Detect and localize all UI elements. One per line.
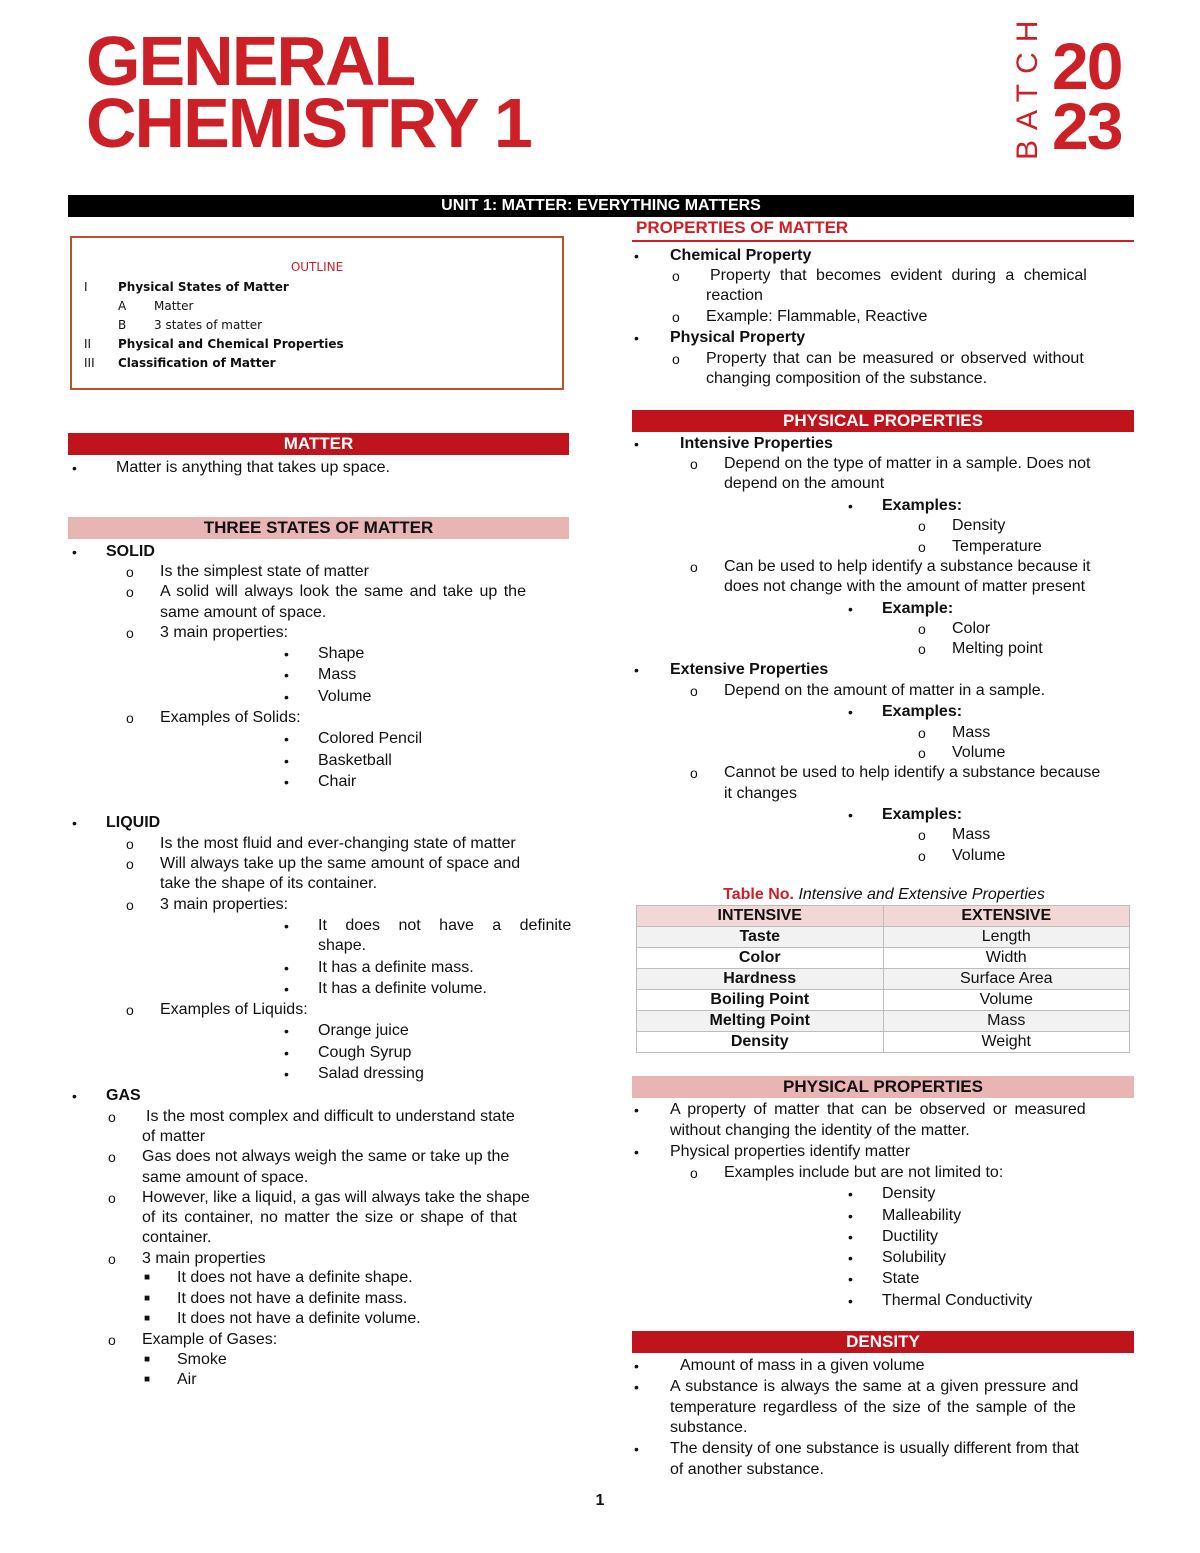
circle-bullet-icon: o (108, 1149, 116, 1165)
bullet-icon: • (72, 1088, 77, 1104)
gas-example: Smoke (177, 1351, 227, 1368)
circle-bullet-icon: o (126, 564, 134, 580)
chemical-property-point: Example: Flammable, Reactive (706, 308, 928, 325)
bullet-icon: • (848, 601, 853, 617)
solid-example: Chair (318, 773, 357, 790)
circle-bullet-icon: o (690, 456, 698, 472)
bullet-icon: • (284, 1023, 289, 1039)
table-cell: Mass (883, 1011, 1130, 1032)
liquid-property: It does not have a definite (318, 917, 572, 934)
intensive-point: Can be used to help identify a substance because it (724, 558, 1091, 575)
physical-property-example: Ductility (882, 1228, 939, 1245)
bullet-icon: • (72, 460, 77, 476)
solid-property: Volume (318, 688, 372, 705)
liquid-point: 3 main properties: (160, 896, 289, 913)
outline-num: II (84, 337, 92, 351)
example-label: Example: (882, 600, 954, 617)
bullet-icon: • (284, 731, 289, 747)
liquid-example: Orange juice (318, 1022, 409, 1039)
table-cell: Surface Area (883, 969, 1130, 990)
bullet-icon: • (848, 1293, 853, 1309)
outline-text: 3 states of matter (154, 318, 263, 332)
intensive-example: Temperature (952, 538, 1042, 555)
square-bullet-icon: ■ (144, 1272, 151, 1283)
circle-bullet-icon: o (690, 1165, 698, 1181)
chemical-property-cont: reaction (706, 287, 763, 304)
gas-point-cont: of its container, no matter the size or shape of that (142, 1209, 517, 1226)
gas-point: However, like a liquid, a gas will always take the shape (142, 1189, 530, 1206)
circle-bullet-icon: o (672, 309, 680, 325)
density-section-bar: DENSITY (632, 1331, 1134, 1353)
circle-bullet-icon: o (690, 683, 698, 699)
square-bullet-icon: ■ (144, 1354, 151, 1365)
circle-bullet-icon: o (108, 1190, 116, 1206)
examples-label: Examples: (882, 806, 963, 823)
circle-bullet-icon: o (918, 745, 926, 761)
extensive-label: Extensive Properties (670, 661, 829, 678)
table-header-row (637, 906, 1130, 927)
bullet-icon: • (848, 1250, 853, 1266)
circle-bullet-icon: o (108, 1251, 116, 1267)
circle-bullet-icon: o (918, 827, 926, 843)
table-cell: Color (637, 948, 884, 969)
unit-title-bar: UNIT 1: MATTER: EVERYTHING MATTERS (68, 195, 1134, 217)
circle-bullet-icon: o (918, 539, 926, 555)
table-row (637, 948, 1130, 969)
gas-point: Is the most complex and difficult to understand state (146, 1108, 515, 1125)
physical-property-example: Solubility (882, 1249, 947, 1266)
square-bullet-icon: ■ (144, 1313, 151, 1324)
gas-property: It does not have a definite volume. (177, 1310, 421, 1327)
solid-point: A solid will always look the same and take up the (160, 583, 526, 600)
bullet-icon: • (634, 1441, 639, 1457)
year-top: 20 (1052, 29, 1122, 103)
gas-property: It does not have a definite mass. (177, 1290, 408, 1307)
circle-bullet-icon: o (126, 836, 134, 852)
bullet-icon: • (284, 960, 289, 976)
solid-property: Shape (318, 645, 365, 662)
extensive-point: Depend on the amount of matter in a sample. (724, 682, 1046, 699)
solid-point: Is the simplest state of matter (160, 563, 369, 580)
gas-point: Example of Gases: (142, 1331, 278, 1348)
circle-bullet-icon: o (672, 351, 680, 367)
heading-underline (632, 240, 1134, 242)
bullet-icon: • (634, 1144, 639, 1160)
title-line-1: GENERAL (86, 22, 415, 100)
liquid-property-cont: shape. (318, 937, 367, 954)
matter-definition: Matter is anything that takes up space. (116, 459, 390, 476)
extensive-point-cont: it changes (724, 785, 797, 802)
solid-point-cont: same amount of space. (160, 604, 327, 621)
circle-bullet-icon: o (690, 559, 698, 575)
bullet-icon: • (284, 1045, 289, 1061)
bullet-icon: • (848, 807, 853, 823)
circle-bullet-icon: o (918, 621, 926, 637)
gas-point: Gas does not always weigh the same or take up the (142, 1148, 510, 1165)
table-cell: Hardness (637, 969, 884, 990)
liquid-point: Will always take up the same amount of space and (160, 855, 521, 872)
extensive-point: Cannot be used to help identify a substance because (724, 764, 1101, 781)
table-caption-title: Intensive and Extensive Properties (798, 886, 1045, 903)
solid-example: Basketball (318, 752, 392, 769)
document-title (86, 22, 556, 162)
physical-properties-bar: PHYSICAL PROPERTIES (632, 410, 1134, 432)
bullet-icon: • (284, 667, 289, 683)
liquid-point: Examples of Liquids: (160, 1001, 308, 1018)
batch-word: BATCH (1011, 10, 1044, 160)
solid-property: Mass (318, 666, 357, 683)
bullet-icon: • (848, 1186, 853, 1202)
circle-bullet-icon: o (918, 641, 926, 657)
bullet-icon: • (634, 330, 639, 346)
bullet-icon: • (634, 1379, 639, 1395)
outline-num: B (118, 318, 127, 332)
bullet-icon: • (848, 1229, 853, 1245)
gas-point-cont: of matter (142, 1128, 206, 1145)
physical-property-label: Physical Property (670, 329, 806, 346)
intensive-point-cont: depend on the amount (724, 475, 885, 492)
bullet-icon: • (284, 981, 289, 997)
gas-label: GAS (106, 1087, 141, 1104)
circle-bullet-icon: o (126, 897, 134, 913)
table-header-cell: INTENSIVE (637, 906, 884, 927)
outline-num: III (84, 356, 95, 370)
bullet-icon: • (72, 544, 77, 560)
bullet-icon: • (284, 1066, 289, 1082)
bullet-icon: • (848, 1208, 853, 1224)
liquid-property: It has a definite volume. (318, 980, 487, 997)
outline-text: Physical States of Matter (118, 280, 289, 294)
table-caption (636, 886, 1132, 904)
outline-title: OUTLINE (290, 260, 344, 274)
table-row (637, 1011, 1130, 1032)
physical-property-point: Property that can be measured or observed without (706, 350, 1084, 367)
solid-label: SOLID (106, 543, 155, 560)
liquid-example: Salad dressing (318, 1065, 424, 1082)
bullet-icon: • (634, 248, 639, 264)
bullet-icon: • (284, 774, 289, 790)
extensive-example: Volume (952, 847, 1006, 864)
physical-property-example: Density (882, 1185, 936, 1202)
examples-label: Examples: (882, 703, 963, 720)
circle-bullet-icon: o (918, 725, 926, 741)
physical-property-sub: Examples include but are not limited to: (724, 1164, 1004, 1181)
table-caption-number: Table No. (723, 886, 794, 903)
table-cell: Melting Point (637, 1011, 884, 1032)
bullet-icon: • (72, 815, 77, 831)
density-point: Amount of mass in a given volume (680, 1357, 925, 1374)
circle-bullet-icon: o (918, 848, 926, 864)
gas-point-cont: same amount of space. (142, 1169, 309, 1186)
density-point-cont: of another substance. (670, 1461, 824, 1478)
circle-bullet-icon: o (126, 856, 134, 872)
chemical-property-point: Property that becomes evident during a chemical (710, 267, 1087, 284)
bullet-icon: • (848, 1271, 853, 1287)
liquid-example: Cough Syrup (318, 1044, 412, 1061)
table-row (637, 1032, 1130, 1053)
bullet-icon: • (634, 436, 639, 452)
bullet-icon: • (848, 704, 853, 720)
intensive-point-cont: does not change with the amount of matter present (724, 578, 1086, 595)
intensive-point: Depend on the type of matter in a sample. Does not (724, 455, 1091, 472)
physical-property-cont: changing composition of the substance. (706, 370, 988, 387)
table-cell: Taste (637, 927, 884, 948)
circle-bullet-icon: o (690, 765, 698, 781)
table-cell: Length (883, 927, 1130, 948)
outline-num: I (84, 280, 88, 294)
gas-point: 3 main properties (142, 1250, 266, 1267)
table-row (637, 990, 1130, 1011)
density-point-cont: temperature regardless of the size of the sample of the (670, 1399, 1076, 1416)
intensive-example: Melting point (952, 640, 1043, 657)
states-section-bar: THREE STATES OF MATTER (68, 517, 569, 539)
outline-text: Classification of Matter (118, 356, 276, 370)
intensive-example: Density (952, 517, 1006, 534)
bullet-icon: • (634, 1102, 639, 1118)
outline-box (70, 236, 564, 390)
circle-bullet-icon: o (126, 625, 134, 641)
physical-property-point: A property of matter that can be observed or measured (670, 1101, 1086, 1118)
intensive-example: Color (952, 620, 991, 637)
gas-example: Air (177, 1371, 197, 1388)
physical-property-point: Physical properties identify matter (670, 1143, 911, 1160)
title-line-2: CHEMISTRY 1 (86, 84, 531, 162)
gas-property: It does not have a definite shape. (177, 1269, 413, 1286)
physical-property-example: Malleability (882, 1207, 962, 1224)
physical-properties-bar-2: PHYSICAL PROPERTIES (632, 1076, 1134, 1098)
liquid-point: Is the most fluid and ever-changing state of matter (160, 835, 516, 852)
extensive-example: Mass (952, 826, 991, 843)
gas-point-cont: container. (142, 1229, 212, 1246)
properties-table (636, 905, 1130, 1053)
solid-point: Examples of Solids: (160, 709, 301, 726)
bullet-icon: • (284, 918, 289, 934)
liquid-label: LIQUID (106, 814, 161, 831)
circle-bullet-icon: o (918, 518, 926, 534)
bullet-icon: • (284, 753, 289, 769)
solid-example: Colored Pencil (318, 730, 423, 747)
circle-bullet-icon: o (126, 1002, 134, 1018)
outline-text: Physical and Chemical Properties (118, 337, 344, 351)
bullet-icon: • (634, 662, 639, 678)
table-cell: Boiling Point (637, 990, 884, 1011)
square-bullet-icon: ■ (144, 1293, 151, 1304)
outline-num: A (118, 299, 127, 313)
year-bottom: 23 (1052, 89, 1122, 163)
circle-bullet-icon: o (126, 710, 134, 726)
extensive-example: Volume (952, 744, 1006, 761)
circle-bullet-icon: o (126, 584, 134, 600)
physical-property-example: Thermal Conductivity (882, 1292, 1033, 1309)
circle-bullet-icon: o (672, 268, 680, 284)
density-point-cont: substance. (670, 1419, 748, 1436)
solid-point: 3 main properties: (160, 624, 289, 641)
circle-bullet-icon: o (108, 1109, 116, 1125)
bullet-icon: • (284, 689, 289, 705)
table-cell: Density (637, 1032, 884, 1053)
density-point: A substance is always the same at a given pressure and (670, 1378, 1079, 1395)
bullet-icon: • (284, 646, 289, 662)
table-cell: Width (883, 948, 1130, 969)
square-bullet-icon: ■ (144, 1374, 151, 1385)
properties-heading: PROPERTIES OF MATTER (636, 218, 849, 237)
outline-text: Matter (154, 299, 194, 313)
circle-bullet-icon: o (108, 1332, 116, 1348)
physical-property-cont: without changing the identity of the matter. (670, 1122, 970, 1139)
examples-label: Examples: (882, 497, 963, 514)
table-row (637, 927, 1130, 948)
table-row (637, 969, 1130, 990)
table-cell: Volume (883, 990, 1130, 1011)
liquid-property: It has a definite mass. (318, 959, 474, 976)
chemical-property-label: Chemical Property (670, 247, 812, 264)
matter-section-bar: MATTER (68, 433, 569, 455)
table-header-cell: EXTENSIVE (883, 906, 1130, 927)
table-cell: Weight (883, 1032, 1130, 1053)
batch-year (1052, 29, 1122, 163)
physical-property-example: State (882, 1270, 920, 1287)
batch-label (1008, 10, 1048, 160)
extensive-example: Mass (952, 724, 991, 741)
intensive-label: Intensive Properties (680, 435, 833, 452)
bullet-icon: • (848, 498, 853, 514)
bullet-icon: • (634, 1358, 639, 1374)
density-point: The density of one substance is usually different from that (670, 1440, 1079, 1457)
page-number: 1 (595, 1492, 605, 1509)
liquid-point-cont: take the shape of its container. (160, 875, 378, 892)
